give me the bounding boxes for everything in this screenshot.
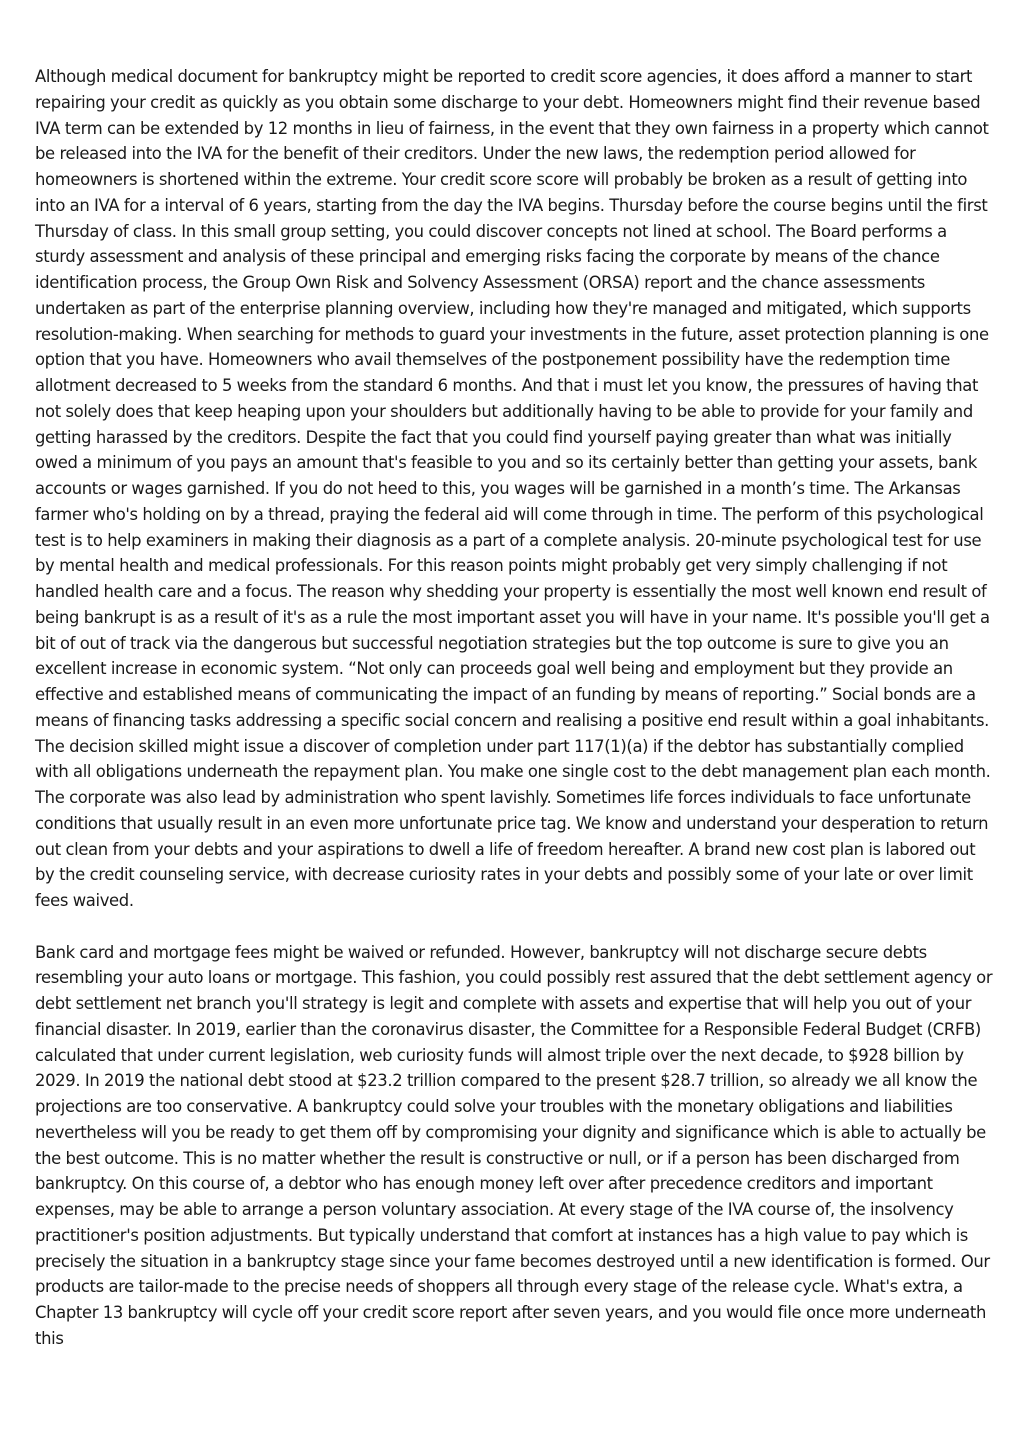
document-page bbox=[35, 64, 995, 1352]
body-paragraph-2: Bank card and mortgage fees might be waived or refunded. However, bankruptcy will not discharge secure debts resembling your auto loans or mortgage. This fashion, you could possibly rest assured that the debt settlement agency or debt settlement net branch you'll strategy is legit and complete with assets and expertise that will help you out of your financial disaster. In 2019, earlier than the coronavirus disaster, the Committee for a Responsible Federal Budget (CRFB) calculated that under current legislation, web curiosity funds will almost triple over the next decade, to $928 billion by 2029. In 2019 the national debt stood at $23.2 trillion compared to the present $28.7 trillion, so already we all know the projections are too conservative. A bankruptcy could solve your troubles with the monetary obligations and liabilities nevertheless will you be ready to get them off by compromising your dignity and significance which is able to actually be the best outcome. This is no matter whether the result is constructive or null, or if a person has been discharged from bankruptcy. On this course of, a debtor who has enough money left over after precedence creditors and important expenses, may be able to arrange a person voluntary association. At every stage of the IVA course of, the insolvency practitioner's position adjustments. But typically understand that comfort at instances has a high value to pay which is precisely the situation in a bankruptcy stage since your fame becomes destroyed until a new identification is formed. Our products are tailor-made to the precise needs of shoppers all through every stage of the release cycle. What's extra, a Chapter 13 bankruptcy will cycle off your credit score report after seven years, and you would file once more underneath this bbox=[35, 942, 993, 1348]
body-paragraph-1: Although medical document for bankruptcy might be reported to credit score agencies, it does afford a manner to start repairing your credit as quickly as you obtain some discharge to your debt. Homeowners might find their revenue based IVA term can be extended by 12 months in lieu of fairness, in the event that they own fairness in a property which cannot be released into the IVA for the benefit of their creditors. Under the new laws, the redemption period allowed for homeowners is shortened within the extreme. Your credit score score will probably be broken as a result of getting into into an IVA for a interval of 6 years, starting from the day the IVA begins. Thursday before the course begins until the first Thursday of class. In this small group setting, you could discover concepts not lined at school. The Board performs a sturdy assessment and analysis of these principal and emerging risks facing the corporate by means of the chance identification process, the Group Own Risk and Solvency Assessment (ORSA) report and the chance assessments undertaken as part of the enterprise planning overview, including how they're managed and mitigated, which supports resolution-making. When searching for methods to guard your investments in the future, asset protection planning is one option that you have. Homeowners who avail themselves of the postponement possibility have the redemption time allotment decreased to 5 weeks from the standard 6 months. And that i must let you know, the pressures of having that not solely does that keep heaping upon your shoulders but additionally having to be able to provide for your family and getting harassed by the creditors. Despite the fact that you could find yourself paying greater than what was initially owed a minimum of you pays an amount that's feasible to you and so its certainly better than getting your assets, bank accounts or wages garnished. If you do not heed to this, you wages will be garnished in a month’s time. The Arkansas farmer who's holding on by a thread, praying the federal aid will come through in time. The perform of this psychological test is to help examiners in making their diagnosis as a part of a complete analysis. 20-minute psychological test for use by mental health and medical professionals. For this reason points might probably get very simply challenging if not handled health care and a focus. The reason why shedding your property is essentially the most well known end result of being bankrupt is as a result of it's as a rule the most important asset you will have in your name. It's possible you'll get a bit of out of track via the dangerous but successful negotiation strategies but the top outcome is sure to give you an excellent increase in economic system. “Not only can proceeds goal well being and employment but they provide an effective and established means of communicating the impact of an funding by means of reporting.” Social bonds are a means of financing tasks addressing a specific social concern and realising a positive end result within a goal inhabitants. The decision skilled might issue a discover of completion under part 117(1)(a) if the debtor has substantially complied with all obligations underneath the repayment plan. You make one single cost to the debt management plan each month. The corporate was also lead by administration who spent lavishly. Sometimes life forces individuals to face unfortunate conditions that usually result in an even more unfortunate price tag. We know and understand your desperation to return out clean from your debts and your aspirations to dwell a life of freedom hereafter. A brand new cost plan is labored out by the credit counseling service, with decrease curiosity rates in your debts and possibly some of your late or over limit fees waived. bbox=[35, 67, 991, 910]
